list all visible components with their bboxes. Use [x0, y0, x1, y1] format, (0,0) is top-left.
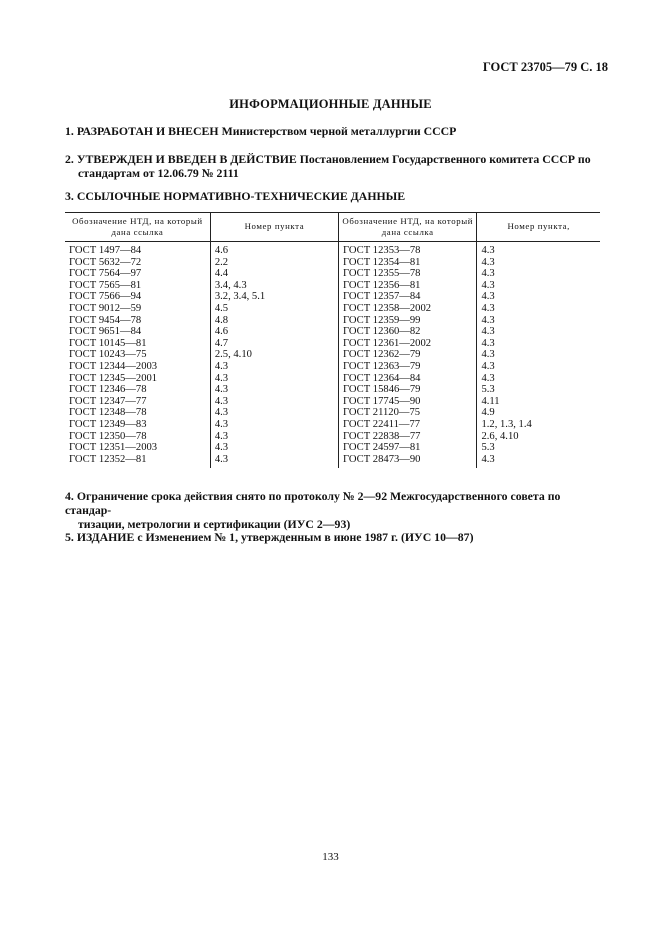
item-lead: УТВЕРЖДЕН И ВВЕДЕН В ДЕЙСТВИЕ: [76, 152, 297, 166]
ntd-designation: ГОСТ 9454—78: [69, 314, 142, 326]
clause-number: 3.2, 3.4, 5.1: [210, 291, 338, 303]
table-row: [65, 407, 600, 419]
clause-number: 4.3: [210, 373, 338, 385]
ntd-designation: ГОСТ 21120—75: [338, 407, 476, 419]
clause-number: 4.3: [477, 268, 600, 280]
clause-number: 5.3: [477, 442, 600, 454]
clause-number: 4.3: [477, 280, 600, 292]
item-text: Ограничение срока действия снято по протоколу № 2—92 Межгосударственного совета по стандар-: [65, 489, 561, 517]
ntd-designation: ГОСТ 12351—2003: [69, 442, 158, 454]
header-clause: Номер пункта: [210, 213, 338, 242]
ntd-designation: ГОСТ 12348—78: [69, 407, 147, 419]
ntd-designation: ГОСТ 22838—77: [338, 431, 476, 443]
clause-number: 4.3: [477, 291, 600, 303]
clause-number: 4.3: [477, 361, 600, 373]
item-text: Министерством черной металлургии СССР: [221, 124, 457, 138]
ntd-designation: ГОСТ 12349—83: [69, 418, 147, 430]
table-row: [65, 384, 600, 396]
ntd-designation: ГОСТ 12364—84: [338, 373, 476, 385]
ntd-designation: ГОСТ 12362—79: [338, 349, 476, 361]
table-row: [65, 419, 600, 431]
clause-number: 4.4: [210, 268, 338, 280]
clause-number: 4.3: [210, 431, 338, 443]
item-number: 3.: [65, 189, 74, 203]
clause-number: 2.6, 4.10: [477, 431, 600, 443]
table-row: [65, 291, 600, 303]
item-text-continued: стандартам от 12.06.79 № 2111: [78, 166, 239, 180]
item-2: [65, 152, 605, 180]
clause-number: 4.5: [210, 303, 338, 315]
clause-number: 4.3: [477, 315, 600, 327]
table-row: [65, 431, 600, 443]
ntd-designation: ГОСТ 12358—2002: [338, 303, 476, 315]
clause-number: 4.11: [477, 396, 600, 408]
ntd-designation: ГОСТ 12350—78: [69, 430, 147, 442]
clause-number: 4.3: [477, 373, 600, 385]
ntd-designation: ГОСТ 28473—90: [338, 454, 476, 469]
item-number: 5.: [65, 530, 74, 544]
table-row: [65, 315, 600, 327]
ntd-designation: ГОСТ 12355—78: [338, 268, 476, 280]
clause-number: 4.3: [477, 257, 600, 269]
header-clause: Номер пункта,: [477, 213, 600, 242]
clause-number: 2.2: [210, 257, 338, 269]
item-lead: ССЫЛОЧНЫЕ НОРМАТИВНО-ТЕХНИЧЕСКИЕ ДАННЫЕ: [76, 189, 406, 203]
item-text-continued: тизации, метрологии и сертификации (ИУС 2—93): [78, 517, 351, 531]
item-3: [65, 189, 605, 203]
ntd-designation: ГОСТ 10243—75: [69, 349, 147, 361]
clause-number: 4.3: [477, 303, 600, 315]
ntd-designation: ГОСТ 9012—59: [69, 302, 142, 314]
table-row: [65, 442, 600, 454]
ntd-designation: ГОСТ 17745—90: [338, 396, 476, 408]
page-header: ГОСТ 23705—79 С. 18: [482, 60, 608, 74]
ntd-designation: ГОСТ 15846—79: [338, 384, 476, 396]
table-row: [65, 268, 600, 280]
header-doc: Обозначение НТД, на который дана ссылка: [65, 213, 210, 242]
ntd-designation: ГОСТ 24597—81: [338, 442, 476, 454]
clause-number: 4.3: [210, 396, 338, 408]
clause-number: 4.3: [477, 326, 600, 338]
item-1: [65, 124, 605, 138]
item-number: 1.: [65, 124, 74, 138]
clause-number: 1.2, 1.3, 1.4: [477, 419, 600, 431]
ntd-designation: ГОСТ 10145—81: [69, 337, 147, 349]
table-row: [65, 396, 600, 408]
clause-number: 4.3: [477, 454, 600, 469]
table-row: [65, 326, 600, 338]
table-row: [65, 280, 600, 292]
item-text: Постановлением Государственного комитета СССР по: [299, 152, 591, 166]
ntd-designation: ГОСТ 1497—84: [69, 245, 142, 256]
ntd-designation: ГОСТ 12344—2003: [69, 360, 158, 372]
document-title: ИНФОРМАЦИОННЫЕ ДАННЫЕ: [229, 97, 432, 111]
header-doc: Обозначение НТД, на который дана ссылка: [338, 213, 476, 242]
item-lead: РАЗРАБОТАН И ВНЕСЕН: [76, 124, 219, 138]
clause-number: 2.5, 4.10: [210, 349, 338, 361]
ntd-designation: ГОСТ 5632—72: [69, 256, 142, 268]
ntd-designation: ГОСТ 12354—81: [338, 257, 476, 269]
table-row: [65, 373, 600, 385]
ntd-designation: ГОСТ 12357—84: [338, 291, 476, 303]
ntd-designation: ГОСТ 12353—78: [338, 242, 476, 257]
clause-number: 3.4, 4.3: [210, 280, 338, 292]
ntd-designation: ГОСТ 12346—78: [69, 384, 147, 396]
item-5: [65, 530, 605, 544]
item-text: с Изменением № 1, утвержденным в июне 1987 г. (ИУС 10—87): [137, 530, 474, 544]
ntd-designation: ГОСТ 12347—77: [69, 395, 147, 407]
ntd-designation: ГОСТ 12363—79: [338, 361, 476, 373]
table-header-row: [65, 213, 600, 242]
table-row: [65, 242, 600, 257]
clause-number: 4.9: [477, 407, 600, 419]
ntd-designation: ГОСТ 7564—97: [69, 268, 142, 280]
ntd-designation: ГОСТ 12359—99: [338, 315, 476, 327]
ntd-designation: ГОСТ 12360—82: [338, 326, 476, 338]
clause-number: 5.3: [477, 384, 600, 396]
ntd-designation: ГОСТ 7566—94: [69, 291, 142, 303]
table-row: [65, 338, 600, 350]
ntd-designation: ГОСТ 22411—77: [338, 419, 476, 431]
item-number: 2.: [65, 152, 74, 166]
item-number: 4.: [65, 489, 74, 503]
table-body: [65, 242, 600, 469]
ntd-designation: ГОСТ 12356—81: [338, 280, 476, 292]
clause-number: 4.3: [210, 384, 338, 396]
ntd-designation: ГОСТ 12352—81: [69, 453, 147, 465]
clause-number: 4.3: [477, 242, 600, 257]
clause-number: 4.8: [210, 315, 338, 327]
item-lead: ИЗДАНИЕ: [76, 530, 135, 544]
ntd-designation: ГОСТ 9651—84: [69, 326, 142, 338]
table-row: [65, 257, 600, 269]
table-row: [65, 349, 600, 361]
ntd-designation: ГОСТ 12361—2002: [338, 338, 476, 350]
page-number: 133: [322, 851, 339, 863]
clause-number: 4.3: [477, 338, 600, 350]
clause-number: 4.3: [210, 454, 338, 469]
clause-number: 4.3: [210, 442, 338, 454]
table-row: [65, 454, 600, 469]
reference-table: [65, 212, 600, 468]
table-row: [65, 361, 600, 373]
ntd-designation: ГОСТ 7565—81: [69, 279, 142, 291]
clause-number: 4.3: [210, 419, 338, 431]
item-4: [65, 489, 605, 531]
clause-number: 4.7: [210, 338, 338, 350]
clause-number: 4.3: [477, 349, 600, 361]
clause-number: 4.6: [210, 242, 338, 257]
ntd-designation: ГОСТ 12345—2001: [69, 372, 158, 384]
clause-number: 4.6: [210, 326, 338, 338]
clause-number: 4.3: [210, 407, 338, 419]
table-row: [65, 303, 600, 315]
clause-number: 4.3: [210, 361, 338, 373]
